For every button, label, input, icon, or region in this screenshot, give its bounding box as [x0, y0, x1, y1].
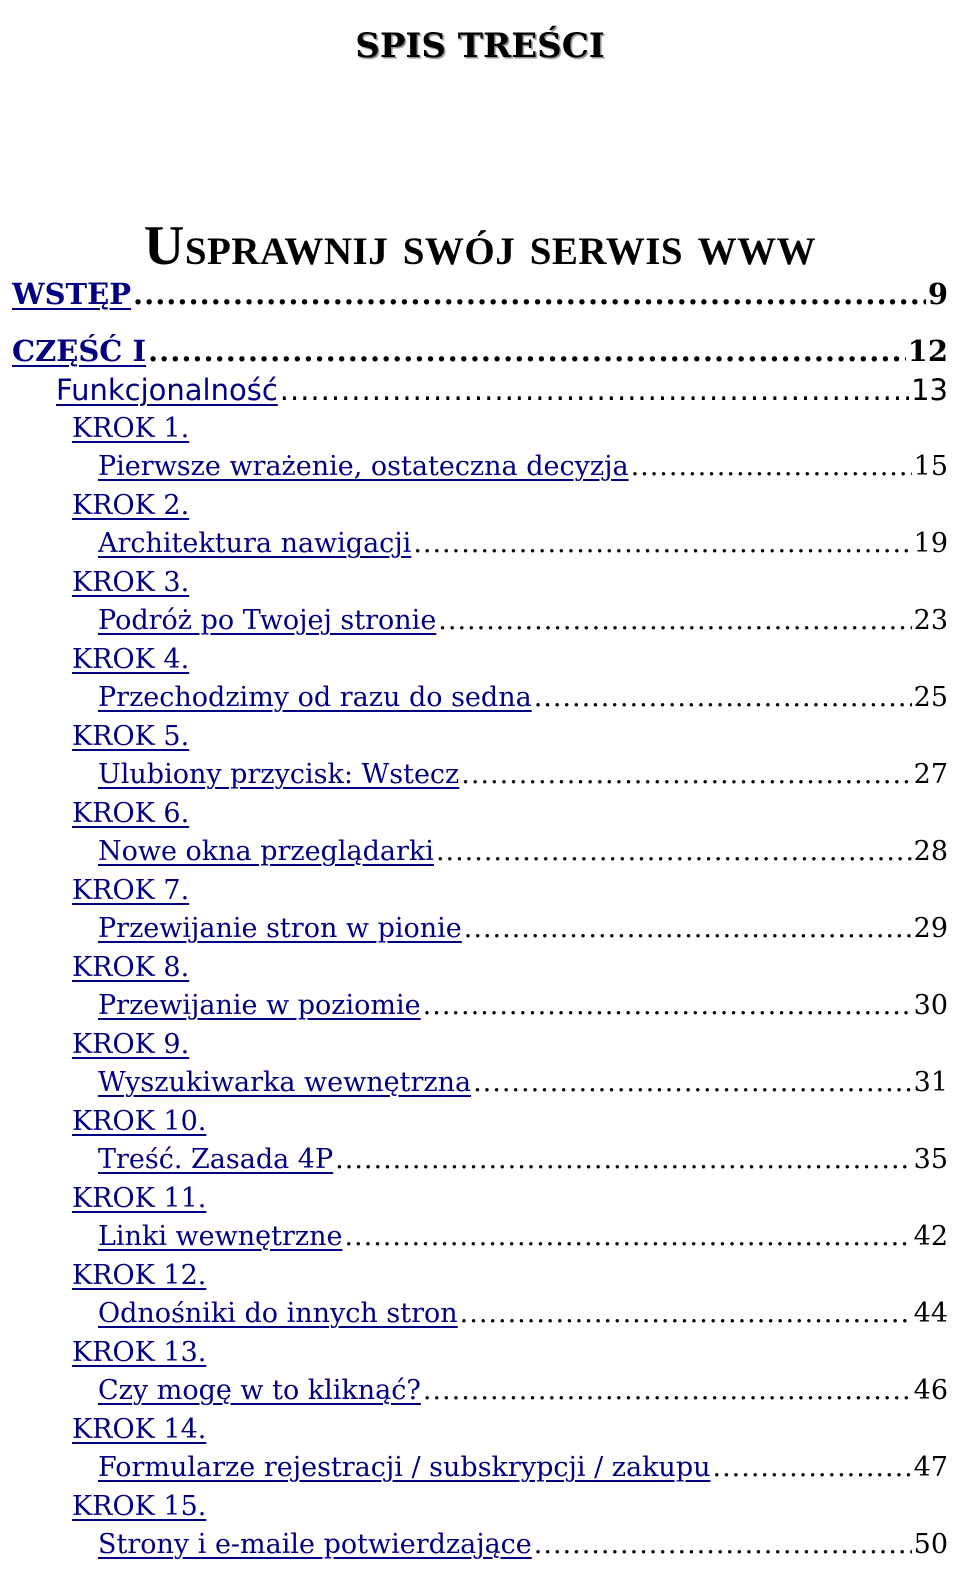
toc-entry-link[interactable]: KROK 6.	[72, 798, 190, 829]
toc-entry	[72, 1256, 948, 1296]
book-title: Usprawnij swój serwis www	[143, 215, 817, 278]
toc-entry	[72, 1410, 948, 1450]
toc-entry-link[interactable]: Odnośniki do innych stron	[98, 1298, 458, 1329]
toc-entry-link[interactable]: Podróż po Twojej stronie	[98, 605, 437, 636]
toc-entry-link[interactable]: WSTĘP	[12, 277, 132, 311]
toc-entry	[72, 1025, 948, 1065]
toc-entry	[98, 1371, 948, 1411]
toc-entry	[72, 871, 948, 911]
toc-leader	[280, 370, 909, 410]
toc-entry-link[interactable]: Nowe okna przeglądarki	[98, 836, 434, 867]
toc-entry-link[interactable]: Przewijanie w poziomie	[98, 990, 421, 1021]
toc-entry	[72, 1333, 948, 1373]
toc-entry-link[interactable]: KROK 10.	[72, 1106, 207, 1137]
toc-page-number: 29	[913, 913, 948, 944]
toc-entry	[98, 1140, 948, 1180]
toc-entry	[98, 1294, 948, 1334]
toc-entry-link[interactable]: Treść. Zasada 4P	[98, 1144, 334, 1175]
toc-entry	[72, 563, 948, 603]
toc-entry	[72, 794, 948, 834]
toc-leader	[335, 1140, 911, 1180]
toc-leader	[413, 524, 911, 564]
toc-page-number: 12	[907, 334, 948, 368]
toc-entry	[72, 1487, 948, 1527]
toc-entry	[72, 486, 948, 526]
toc-entry-link[interactable]: KROK 14.	[72, 1414, 207, 1445]
toc-page-number: 35	[913, 1144, 948, 1175]
toc-entry	[98, 1448, 948, 1488]
toc-entry-link[interactable]: Czy mogę w to kliknąć?	[98, 1375, 421, 1406]
toc-entry	[98, 909, 948, 949]
toc-entry-link[interactable]: Przechodzimy od razu do sedna	[98, 682, 532, 713]
toc-entry-link[interactable]: Przewijanie stron w pionie	[98, 913, 462, 944]
toc-entry-link[interactable]: Strony i e-maile potwierdzające	[98, 1529, 532, 1560]
toc-entry	[98, 1063, 948, 1103]
toc-leader	[631, 447, 912, 487]
toc-entry	[98, 1217, 948, 1257]
toc-entry-link[interactable]: Ulubiony przycisk: Wstecz	[98, 759, 460, 790]
toc-leader	[423, 986, 912, 1026]
toc-entry-link[interactable]: KROK 8.	[72, 952, 190, 983]
toc-entry	[72, 717, 948, 757]
toc-page-number: 27	[913, 759, 948, 790]
toc-leader	[438, 601, 911, 641]
toc-page-number: 19	[913, 528, 948, 559]
toc-entry	[12, 274, 948, 314]
toc-entry	[98, 755, 948, 795]
toc-entry-link[interactable]: KROK 1.	[72, 413, 190, 444]
toc-entry-link[interactable]: Wyszukiwarka wewnętrzna	[98, 1067, 472, 1098]
toc-entry-link[interactable]: Pierwsze wrażenie, ostateczna decyzja	[98, 451, 629, 482]
toc-entry-link[interactable]: Linki wewnętrzne	[98, 1221, 343, 1252]
toc-entry-link[interactable]: KROK 13.	[72, 1337, 207, 1368]
toc-entry	[72, 1102, 948, 1142]
toc-entry	[98, 447, 948, 487]
toc-entry-link[interactable]: Formularze rejestracji / subskrypcji / zakupu	[98, 1452, 711, 1483]
toc-entry	[56, 370, 948, 410]
toc-page-number: 50	[913, 1529, 948, 1560]
toc-entry	[98, 601, 948, 641]
toc-page-number: 46	[913, 1375, 948, 1406]
toc-page-number: 42	[913, 1221, 948, 1252]
toc-entry	[72, 640, 948, 680]
toc-entry-link[interactable]: KROK 9.	[72, 1029, 190, 1060]
toc-entry	[72, 948, 948, 988]
toc-entry-link[interactable]: KROK 5.	[72, 721, 190, 752]
toc-page-number: 31	[913, 1067, 948, 1098]
toc-entry-link[interactable]: KROK 4.	[72, 644, 190, 675]
toc-leader	[473, 1063, 912, 1103]
toc-entry	[72, 409, 948, 449]
toc-leader	[344, 1217, 911, 1257]
toc-page-number: 9	[927, 277, 948, 311]
toc-entry-link[interactable]: KROK 12.	[72, 1260, 207, 1291]
toc-leader	[534, 1525, 912, 1565]
toc-entry-link[interactable]: KROK 7.	[72, 875, 190, 906]
toc-entry	[98, 524, 948, 564]
toc-entry-link[interactable]: KROK 2.	[72, 490, 190, 521]
toc-entry	[12, 331, 948, 371]
toc-page-number: 15	[913, 451, 948, 482]
toc-leader	[534, 678, 912, 718]
toc-leader	[464, 909, 912, 949]
toc-leader	[423, 1371, 912, 1411]
toc-entry	[98, 1525, 948, 1565]
toc-leader	[148, 331, 906, 371]
toc-leader	[713, 1448, 912, 1488]
toc-leader	[436, 832, 912, 872]
toc-entry-link[interactable]: KROK 11.	[72, 1183, 207, 1214]
toc-entry	[72, 1179, 948, 1219]
toc-heading: SPIS TREŚCI	[355, 25, 605, 66]
toc-leader	[133, 274, 926, 314]
toc-entry-link[interactable]: Funkcjonalność	[56, 373, 278, 407]
toc-page-number: 25	[913, 682, 948, 713]
toc-page-number: 13	[911, 373, 948, 407]
toc-page-number: 23	[913, 605, 948, 636]
toc-entry-link[interactable]: Architektura nawigacji	[98, 528, 412, 559]
toc-entry-link[interactable]: KROK 15.	[72, 1491, 207, 1522]
toc-page-number: 44	[913, 1298, 948, 1329]
toc-entry-link[interactable]: CZĘŚĆ I	[12, 334, 147, 368]
toc-entry-link[interactable]: KROK 3.	[72, 567, 190, 598]
toc-entry	[98, 832, 948, 872]
toc-leader	[460, 1294, 912, 1334]
toc-page-number: 28	[913, 836, 948, 867]
toc-page-number: 30	[913, 990, 948, 1021]
toc-page-number: 47	[913, 1452, 948, 1483]
toc-leader	[461, 755, 911, 795]
toc-entry	[98, 986, 948, 1026]
toc-entry	[98, 678, 948, 718]
